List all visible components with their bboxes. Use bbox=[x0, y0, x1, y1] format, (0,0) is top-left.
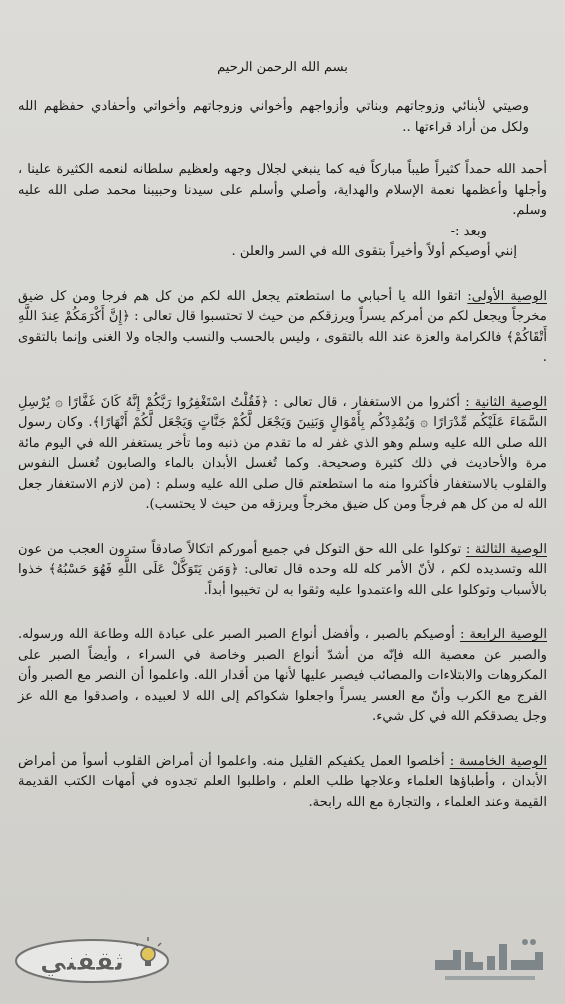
advice-2-text: أكثروا من الاستغفار ، قال تعالى : ﴿فَقُلْتُ اسْتَغْفِرُوا رَبَّكُمْ إِنَّهُ كَانَ غَفَّارًا ۞ يُرْسِلِ السَّمَاءَ عَلَيْكُم مِّدْرَارًا ۞ وَيُمْدِدْكُم بِأَمْوَالٍ وَبَنِينَ وَيَجْعَل لَّكُمْ جَنَّاتٍ وَيَجْعَل لَّكُمْ أَنْهَارًا﴾. وكان رسول الله صلى الله عليه وسلم وهو الذي غفر له ما تقدم من ذنبه وما تأخر يستغفر الله في اليوم مائة مرة والأحاديث في ذلك كثيرة وصحيحة. وكما تُغسل الأبدان بالماء والصابون تُغسل النفوس والقلوب بالاستغفار فأكثروا منه ما استطعتم قال صلى الله عليه وسلم : (من لازم الاستغفار جعل الله له من كل هم فرجاً ومن كل ضيق مخرجاً ويرزقه من حيث لا يحتسب). bbox=[18, 394, 547, 512]
basmala: بسم الله الرحمن الرحيم bbox=[217, 60, 348, 75]
advice-3-heading: الوصية الثالثة : bbox=[465, 541, 547, 557]
trend-logo-watermark bbox=[425, 930, 555, 992]
advice-1 bbox=[18, 287, 547, 369]
advice-2 bbox=[18, 393, 547, 516]
wabad-line: وبعد :- bbox=[450, 223, 487, 239]
advice-3 bbox=[18, 540, 547, 602]
advice-1-text: اتقوا الله يا أحبابي ما استطعتم يجعل الله لكم من كل هم فرجا ومن كل ضيق مخرجاً ويجعل لكم من أمركم يسراً ويرزقكم من حيث لا تحتسبوا قال تعالى : ﴿إِنَّ أَكْرَمَكُمْ عِندَ اللَّهِ أَتْقَاكُمْ﴾ فالكرامة والعزة عند الله بالتقوى ، وليس بالحسب والنسب والجاه ولا الغنى وإنما بالتقوى . bbox=[18, 288, 547, 365]
thaqafni-logo-watermark bbox=[12, 928, 172, 986]
advice-5-text: أخلصوا العمل يكفيكم القليل منه. واعلموا أن أمراض القلوب أسوأ من أمراض الأبدان ، وأطباؤها العلماء وعلاجها طلب العلم ، واطلبوا العلم تجدوه في أمهات الكتب القديمة القيمة وعند العلماء ، والتجارة مع الله رابحة. bbox=[18, 753, 547, 810]
dedication-paragraph: وصيتي لأبنائي وزوجاتهم وبناتي وأزواجهم وأخواني وزوجاتهم وأخواتي وأحفادي حفظهم الله ولكل من أراد قراءتها .. bbox=[18, 99, 529, 135]
praise-paragraph: أحمد الله حمداً كثيراً طيباً مباركاً فيه كما ينبغي لجلال وجهه ولعظيم سلطانه لنعمه الكثيرة علينا ، وأجلها وأعظمها نعمة الإسلام والهداية، وأصلي وأسلم على سيدنا وحبيبنا محمد صلى الله عليه وسلم. bbox=[18, 162, 547, 218]
advice-5 bbox=[18, 752, 547, 814]
intro-line: إنني أوصيكم أولاً وأخيراً بتقوى الله في السر والعلن . bbox=[231, 244, 517, 259]
advice-4-text: أوصيكم بالصبر ، وأفضل أنواع الصبر الصبر على عبادة الله وطاعة الله ورسوله. والصبر عن معصية الله فإنّه من أشدّ أنواع الصبر وخاصة في السراء ، وأيضاً الصبر على المكروهات والابتلاءات والمصائب فيصبر عليها لأنها من أقدار الله. واعلموا أن النصر مع الصبر وأن الفرج مع الكرب وأنّ مع العسر يسراً واجعلوا شكواكم إلى الله لا لعبيده ، واصدقوا مع الله عز وجل يصدقكم الله في كل شيء. bbox=[18, 627, 547, 724]
advice-5-heading: الوصية الخامسة : bbox=[449, 753, 547, 769]
advice-1-heading: الوصية الأولى: bbox=[467, 288, 547, 304]
svg-text:ثقفني: ثقفني bbox=[39, 947, 125, 977]
advice-2-heading: الوصية الثانية : bbox=[465, 394, 547, 410]
advice-3-text: توكلوا على الله حق التوكل في جميع أموركم اتكالاً صادقاً سترون العجب من عون الله وتسديده لكم ، لأنّ الأمر كله لله وحده قال تعالى: ﴿وَمَن يَتَوَكَّلْ عَلَى اللَّهِ فَهُوَ حَسْبُهُ﴾ خذوا بالأسباب وتوكلوا على الله واعتمدوا عليه وثقوا به لن تخيبوا أبداً. bbox=[18, 541, 547, 598]
advice-4-heading: الوصية الرابعة : bbox=[459, 627, 548, 642]
advice-4 bbox=[18, 625, 547, 728]
